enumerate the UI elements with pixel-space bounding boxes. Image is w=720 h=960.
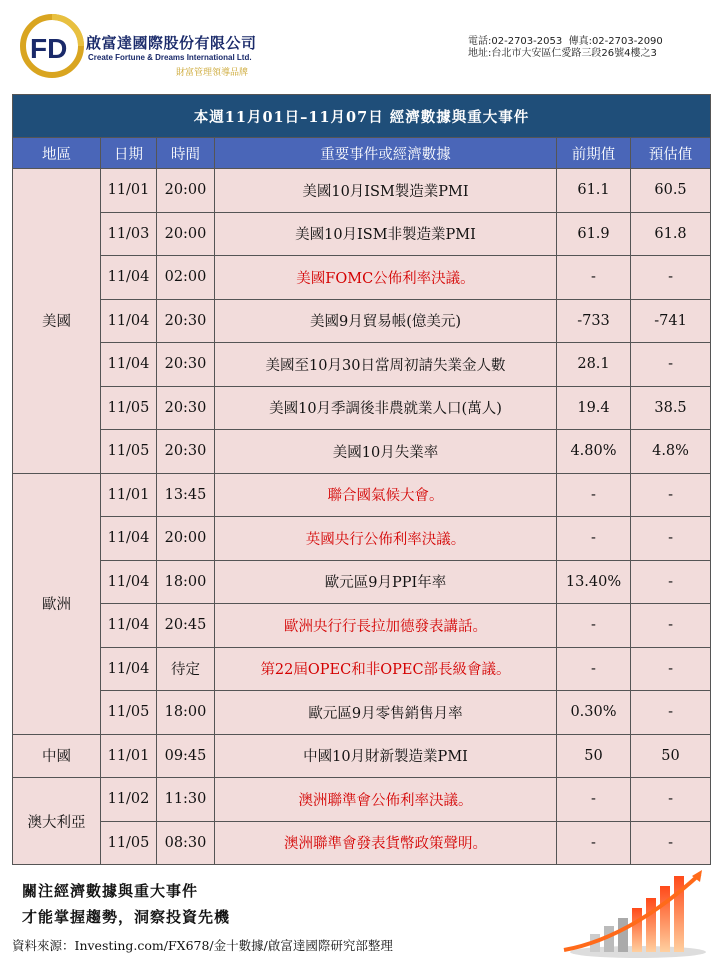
table-row [13,821,711,865]
event-cell: 美國10月季調後非農就業人口(萬人) [215,386,557,430]
date-cell: 11/05 [101,691,157,735]
company-name-en: Create Fortune & Dreams International Ltd. [88,53,252,62]
date-cell: 11/05 [101,821,157,865]
table-row [13,647,711,691]
date-cell: 11/04 [101,647,157,691]
economic-events-table [12,94,711,865]
page-header [0,0,720,92]
previous-value-cell: 50 [557,734,631,778]
estimate-value-cell: - [631,647,711,691]
table-row [13,778,711,822]
time-cell: 02:00 [157,256,215,300]
column-header-row [13,138,711,169]
date-cell: 11/04 [101,604,157,648]
address-text: 地址:台北市大安區仁愛路三段26號4樓之3 [468,48,657,59]
date-cell: 11/03 [101,212,157,256]
estimate-value-cell: - [631,778,711,822]
table-body [13,169,711,865]
date-cell: 11/01 [101,473,157,517]
time-cell: 13:45 [157,473,215,517]
estimate-value-cell: - [631,604,711,648]
time-cell: 待定 [157,647,215,691]
date-cell: 11/01 [101,734,157,778]
event-cell: 美國10月ISM製造業PMI [215,169,557,213]
time-cell: 18:00 [157,560,215,604]
time-cell: 20:00 [157,212,215,256]
estimate-value-cell: -741 [631,299,711,343]
event-cell: 美國10月ISM非製造業PMI [215,212,557,256]
time-cell: 08:30 [157,821,215,865]
event-cell: 美國10月失業率 [215,430,557,474]
previous-value-cell: 0.30% [557,691,631,735]
column-header-estimate: 預估值 [631,138,711,169]
previous-value-cell: - [557,647,631,691]
previous-value-cell: - [557,778,631,822]
table-row [13,169,711,213]
estimate-value-cell: - [631,517,711,561]
event-cell: 美國FOMC公佈利率決議。 [215,256,557,300]
date-cell: 11/05 [101,430,157,474]
logo-letters: FD [30,33,68,64]
region-cell: 美國 [13,169,101,474]
table-row [13,604,711,648]
estimate-value-cell: 61.8 [631,212,711,256]
table-row [13,343,711,387]
date-cell: 11/05 [101,386,157,430]
previous-value-cell: - [557,821,631,865]
data-source: 資料來源：Investing.com/FX678/金十數據/啟富達國際研究部整理 [12,938,393,953]
table-row [13,517,711,561]
event-cell: 歐元區9月PPI年率 [215,560,557,604]
footer-slogan-line2: 才能掌握趨勢，洞察投資先機 [22,908,231,926]
table-row [13,212,711,256]
company-logo-icon [20,14,84,78]
estimate-value-cell: 60.5 [631,169,711,213]
previous-value-cell: - [557,604,631,648]
previous-value-cell: 13.40% [557,560,631,604]
estimate-value-cell: - [631,821,711,865]
contact-info [468,36,698,60]
estimate-value-cell: - [631,691,711,735]
date-cell: 11/04 [101,256,157,300]
date-cell: 11/02 [101,778,157,822]
date-cell: 11/01 [101,169,157,213]
event-cell: 聯合國氣候大會。 [215,473,557,517]
time-cell: 20:00 [157,517,215,561]
table-title: 本週11月01日–11月07日 經濟數據與重大事件 [13,95,711,138]
time-cell: 11:30 [157,778,215,822]
event-cell: 英國央行公佈利率決議。 [215,517,557,561]
previous-value-cell: - [557,473,631,517]
column-header-event: 重要事件或經濟數據 [215,138,557,169]
column-header-date: 日期 [101,138,157,169]
time-cell: 18:00 [157,691,215,735]
table-row [13,691,711,735]
table-row [13,560,711,604]
estimate-value-cell: - [631,473,711,517]
event-cell: 中國10月財新製造業PMI [215,734,557,778]
estimate-value-cell: 38.5 [631,386,711,430]
estimate-value-cell: - [631,560,711,604]
estimate-value-cell: 50 [631,734,711,778]
footer-slogan-line1: 關注經濟數據與重大事件 [22,882,199,900]
company-name-cn: 啟富達國際股份有限公司 [86,34,257,52]
previous-value-cell: 4.80% [557,430,631,474]
previous-value-cell: 61.9 [557,212,631,256]
fax-text: 傳真:02-2703-2090 [568,36,663,47]
table-row [13,386,711,430]
event-cell: 澳洲聯準會發表貨幣政策聲明。 [215,821,557,865]
time-cell: 09:45 [157,734,215,778]
event-cell: 歐元區9月零售銷售月率 [215,691,557,735]
previous-value-cell: - [557,256,631,300]
event-cell: 美國至10月30日當周初請失業金人數 [215,343,557,387]
company-slogan: 財富管理領導品牌 [176,68,249,78]
rising-bars-decoration-icon [560,868,710,958]
date-cell: 11/04 [101,517,157,561]
event-cell: 美國9月貿易帳(億美元) [215,299,557,343]
time-cell: 20:30 [157,430,215,474]
table-row [13,256,711,300]
time-cell: 20:45 [157,604,215,648]
time-cell: 20:00 [157,169,215,213]
table-row [13,430,711,474]
column-header-previous: 前期值 [557,138,631,169]
table-row [13,734,711,778]
previous-value-cell: 28.1 [557,343,631,387]
table-row [13,473,711,517]
date-cell: 11/04 [101,343,157,387]
phone-text: 電話:02-2703-2053 [468,36,563,47]
estimate-value-cell: 4.8% [631,430,711,474]
column-header-region: 地區 [13,138,101,169]
time-cell: 20:30 [157,343,215,387]
table-row [13,299,711,343]
event-cell: 歐洲央行行長拉加德發表講話。 [215,604,557,648]
region-cell: 澳大利亞 [13,778,101,865]
column-header-time: 時間 [157,138,215,169]
event-cell: 第22屆OPEC和非OPEC部長級會議。 [215,647,557,691]
region-cell: 中國 [13,734,101,778]
previous-value-cell: 61.1 [557,169,631,213]
estimate-value-cell: - [631,343,711,387]
date-cell: 11/04 [101,299,157,343]
previous-value-cell: 19.4 [557,386,631,430]
previous-value-cell: -733 [557,299,631,343]
date-cell: 11/04 [101,560,157,604]
previous-value-cell: - [557,517,631,561]
event-cell: 澳洲聯準會公佈利率決議。 [215,778,557,822]
region-cell: 歐洲 [13,473,101,734]
estimate-value-cell: - [631,256,711,300]
time-cell: 20:30 [157,386,215,430]
time-cell: 20:30 [157,299,215,343]
